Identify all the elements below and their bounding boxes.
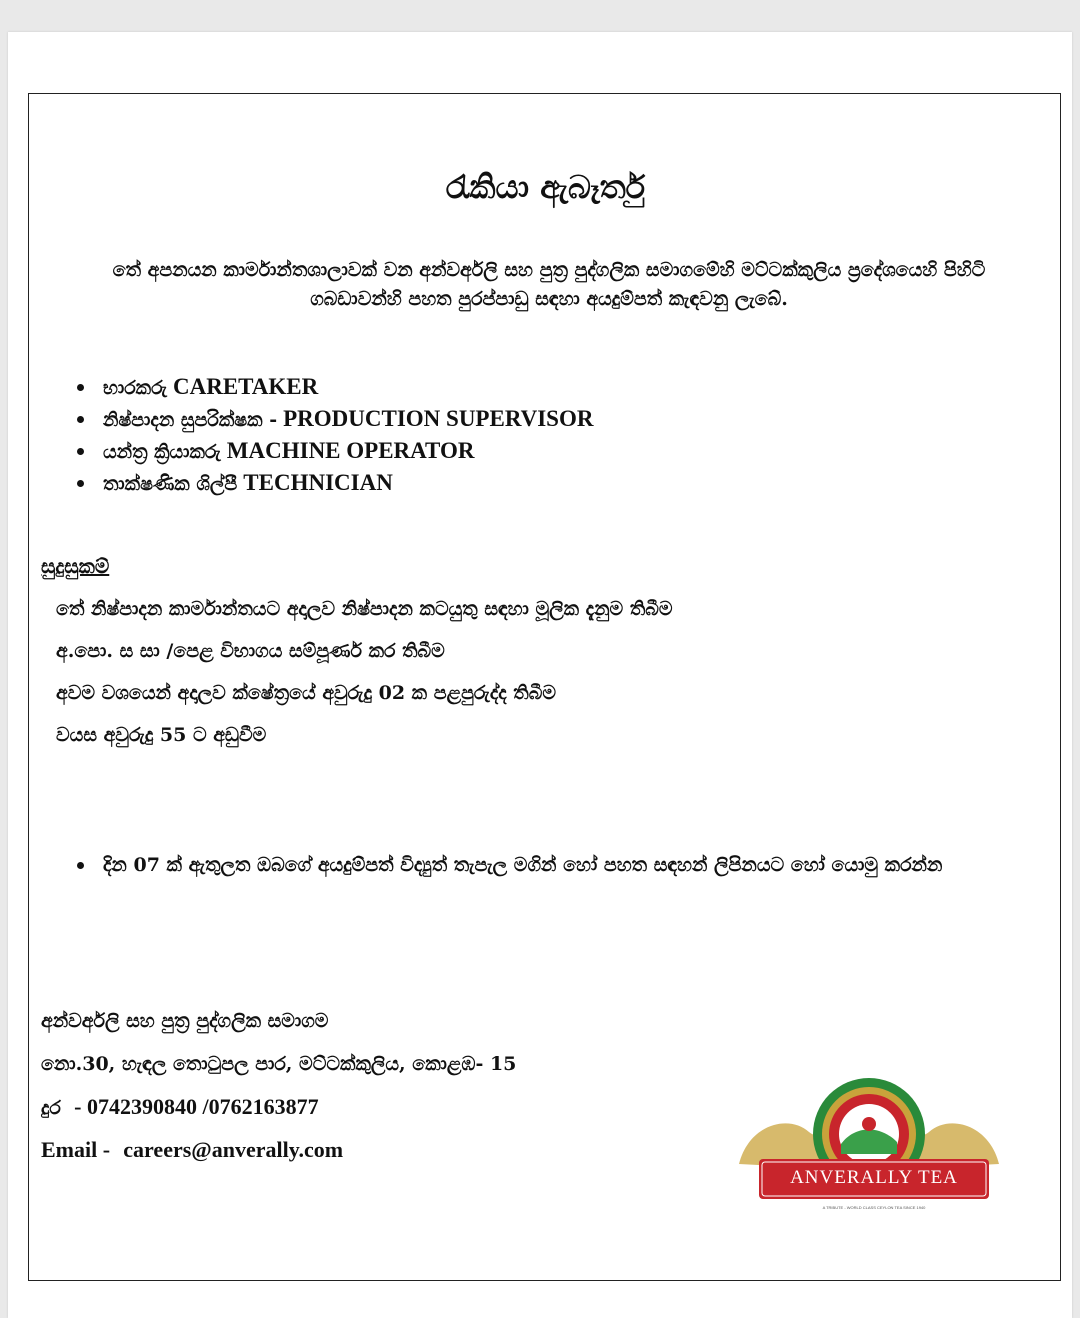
sun-icon <box>862 1117 876 1131</box>
qualification-item: වයස අවුරුදු 55 ට අඩුවීම <box>56 724 267 746</box>
job-item <box>75 435 593 467</box>
advertisement-frame <box>28 93 1061 1281</box>
intro-paragraph: තේ අපනයන කාර්මාන්තශාලාවක් වන අන්වර්අලි සහ පුත්‍ර පුද්ගලික සමාගමේහි මට්ටක්කුලිය ප්‍රදේශයෙහි පිහිටි ගබඩාවන්හි පහත පුරප්පාඩු සඳහා අයදුම්පත් කැඳවනු ලැබේ. <box>112 259 986 310</box>
application-note <box>75 850 1035 880</box>
qualification-item: තේ නිෂ්පාදන කාර්මාන්තයට අදාලව නිෂ්පාදන කටයුතු සඳහා මූලික දැනුම තිබීම <box>56 598 673 620</box>
job-title-sinhala: යන්ත්‍ර ක්‍රියාකරු <box>103 441 221 463</box>
job-title-english: PRODUCTION SUPERVISOR <box>283 406 594 431</box>
application-note-text: දින 07 ක් ඇතුලත ඔබගේ අයදුම්පත් විද්‍යුත් තැපැල මගින් හෝ පහත සඳහන් ලිපිනයට හෝ යොමු කරන්න <box>103 854 943 876</box>
job-item <box>75 467 593 499</box>
logo-tagline: A TRIBUTE - WORLD CLASS CEYLON TEA SINCE 1940 <box>822 1205 926 1210</box>
phone-label: දුර <box>41 1097 61 1119</box>
email-line <box>41 1135 516 1178</box>
qualifications-list <box>56 594 673 762</box>
page-title: රැකියා ඇබෑර්තු <box>445 168 646 206</box>
job-list <box>75 371 593 499</box>
job-item <box>75 371 593 403</box>
job-title-sinhala: නිෂ්පාදන සුපරික්ෂක - <box>103 409 278 431</box>
bullet-icon <box>77 416 84 423</box>
company-name: අන්වර්අලි සහ පුත්‍ර පුද්ගලික සමාගම <box>41 1010 329 1032</box>
phone-numbers[interactable]: - 0742390840 /0762163877 <box>74 1094 319 1119</box>
job-title-english: CARETAKER <box>173 374 319 399</box>
job-title-english: MACHINE OPERATOR <box>226 438 475 463</box>
email-label: Email - <box>41 1137 111 1162</box>
anverally-tea-logo <box>729 1044 1009 1214</box>
bullet-icon <box>77 448 84 455</box>
email-address[interactable]: careers@anverally.com <box>123 1137 344 1162</box>
job-title-english: TECHNICIAN <box>243 470 393 495</box>
company-address: නො.30, හැඳල තොටුපල පාර, මට්ටක්කුලිය, කොළඹ- 15 <box>41 1053 517 1075</box>
bullet-icon <box>77 862 84 869</box>
job-item <box>75 403 593 435</box>
logo-brand-name: ANVERALLY TEA <box>790 1167 958 1188</box>
qualification-item: අවම වශයෙන් අදාලව ක්ෂේත්‍රයේ අවුරුදු 02 ක පළපුරුද්ද තිබීම <box>56 682 556 704</box>
job-title-sinhala: තාක්ෂණික ශිල්පී <box>103 473 238 495</box>
bullet-icon <box>77 480 84 487</box>
document-page <box>8 32 1072 1318</box>
qualification-item: අ.පො. ස සා /පෙළ විභාගය සම්පූර්ණ කර තිබීම <box>56 640 445 662</box>
job-title-sinhala: භාරකරු <box>103 377 167 399</box>
bullet-icon <box>77 384 84 391</box>
qualifications-heading: සුදුසුකම් <box>41 554 110 578</box>
contact-block <box>41 1006 516 1178</box>
phone-line <box>41 1092 516 1135</box>
